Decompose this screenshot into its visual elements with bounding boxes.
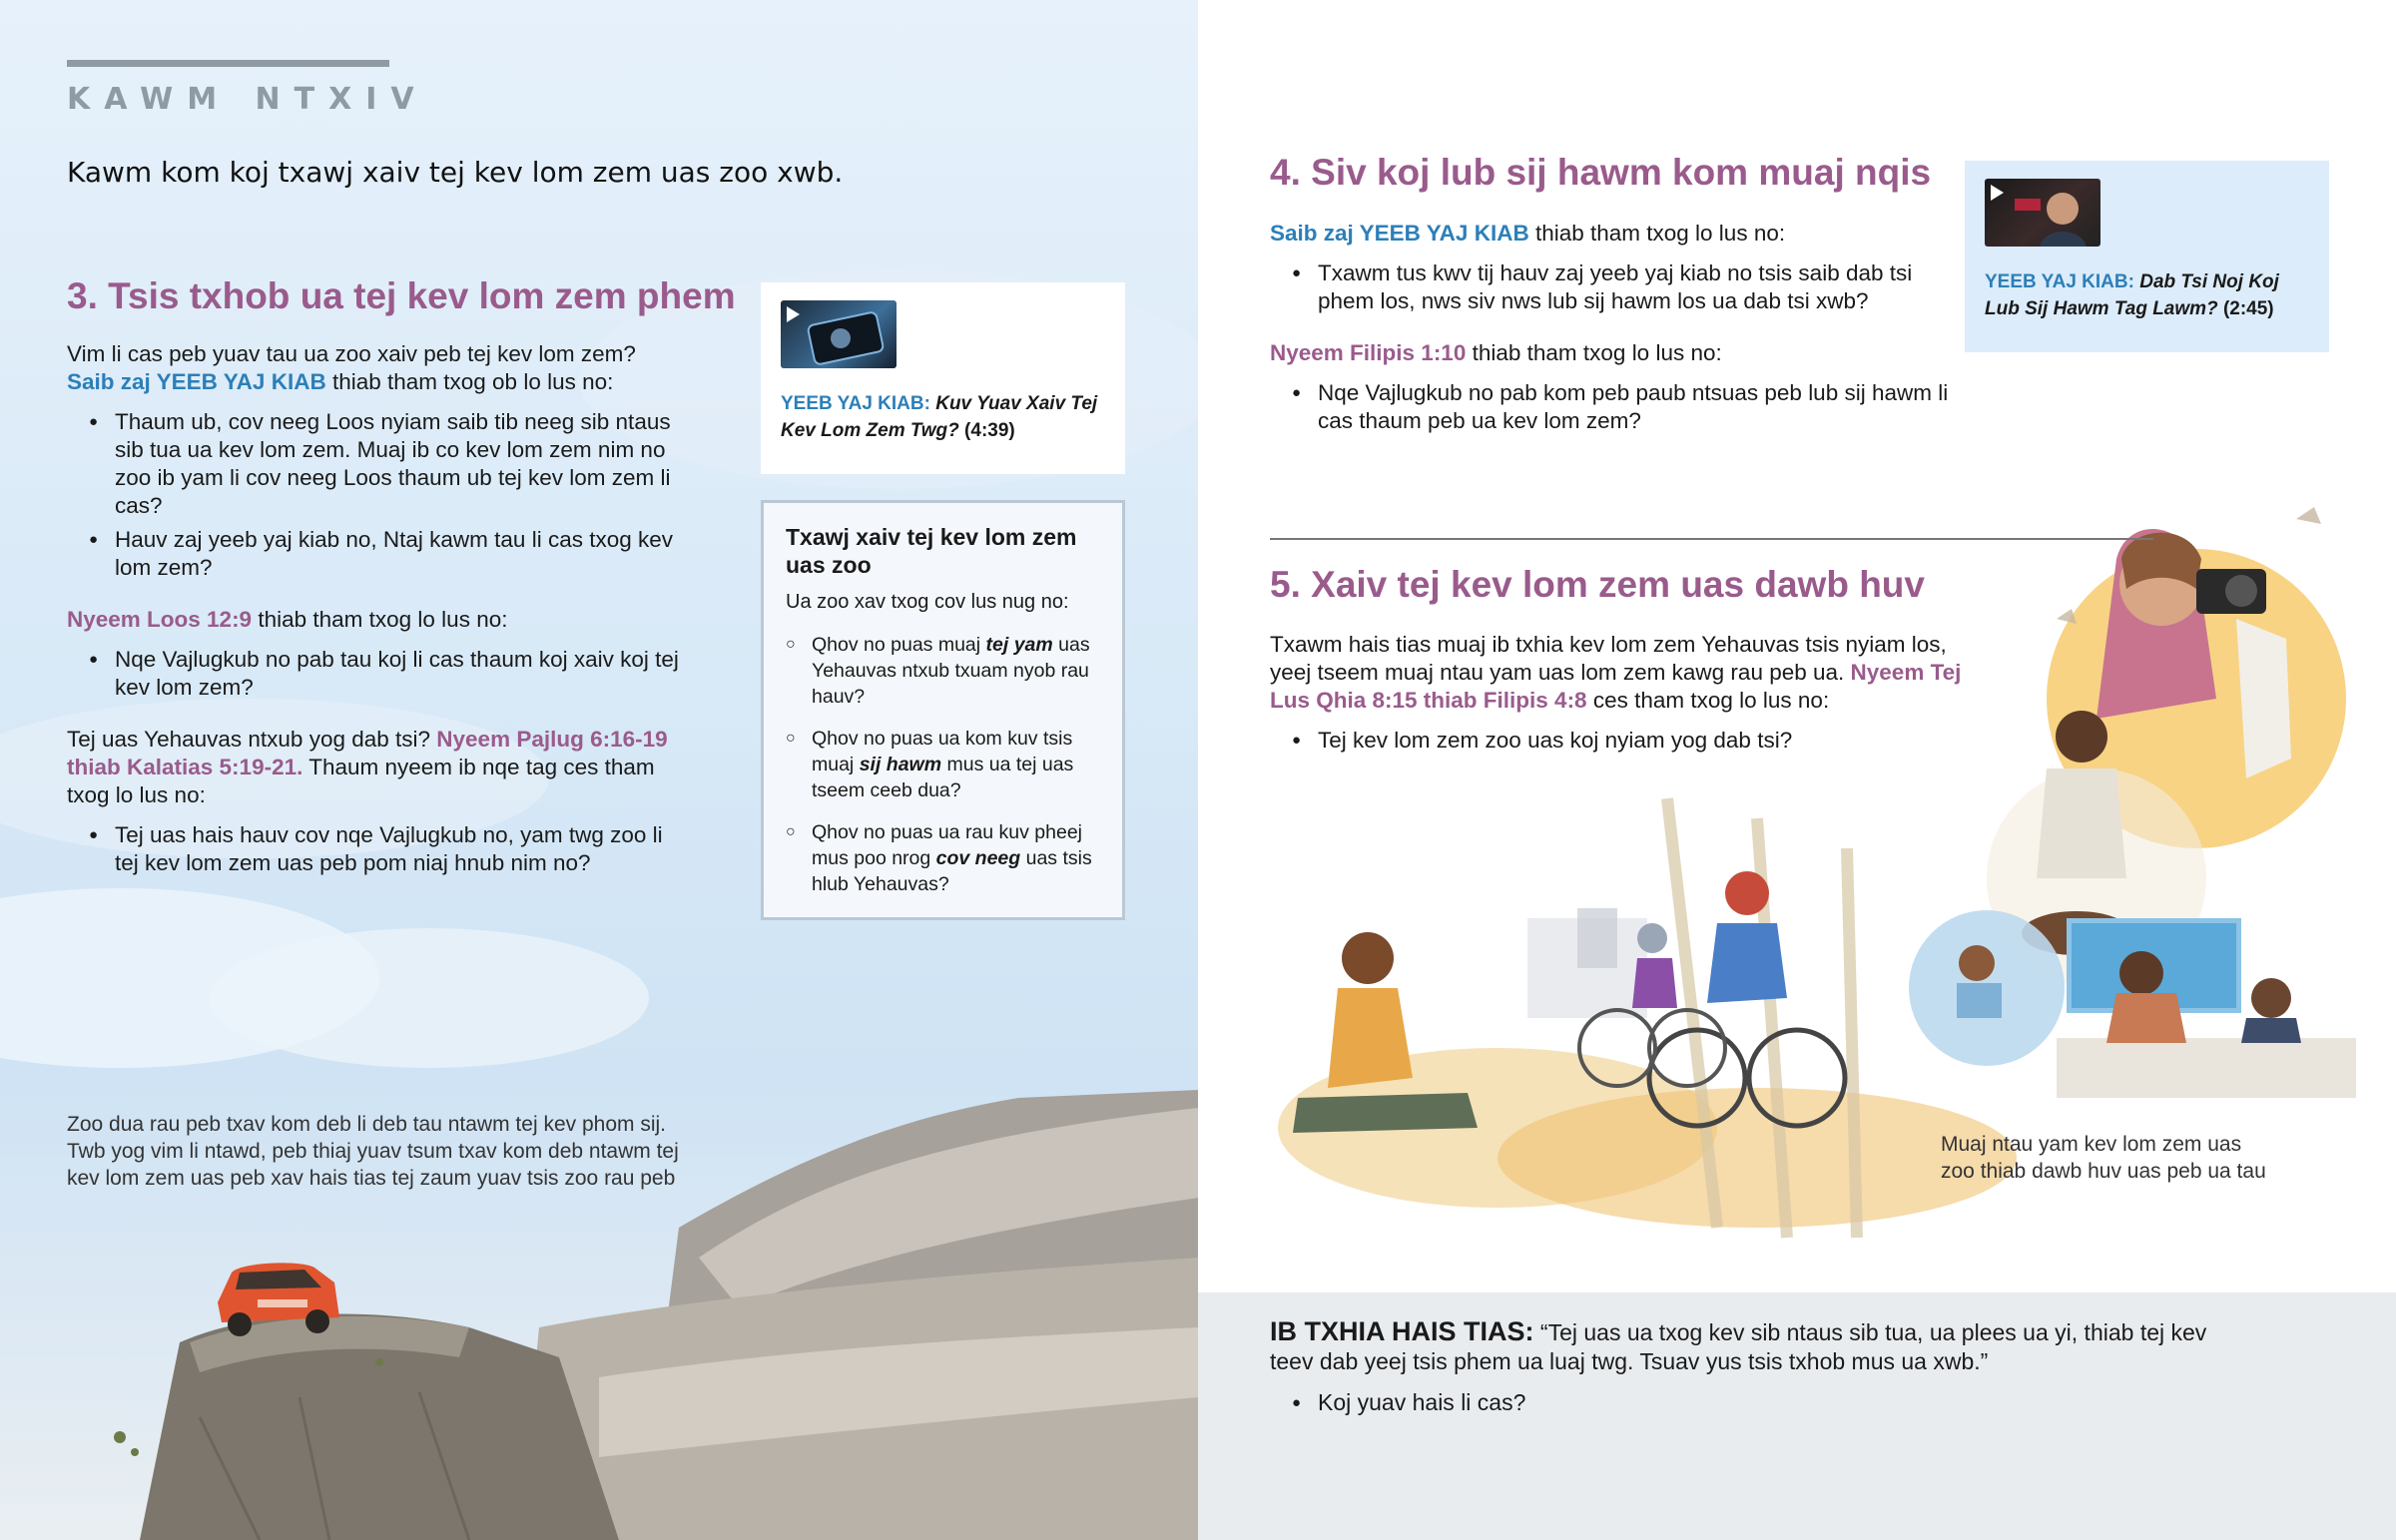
section-5-bullets-1	[1270, 727, 1969, 755]
question-item	[786, 819, 1100, 897]
video-2-label: YEEB YAJ KIAB:	[1985, 271, 2134, 292]
play-icon	[787, 306, 800, 322]
section-5-p1	[1270, 631, 1969, 715]
read-romans-link[interactable]: Nyeem Loos 12:9	[67, 607, 253, 632]
video-1-duration: (4:39)	[964, 420, 1015, 441]
list-item: ● Koj yuav hais li cas?	[1270, 1388, 2218, 1417]
section-3-heading: 3. Tsis txhob ua tej kev lom zem phem	[67, 275, 736, 316]
list-item: ● Thaum ub, cov neeg Loos nyiam saib tib neeg sib ntaus sib tua ua kev lom zem. Muaj ib co kev lom zem nim no zoo ib yam li cov neeg Loos thaum ub tej kev lom zem li cas?	[67, 408, 686, 520]
section-4-p2	[1270, 339, 1969, 367]
question-item	[786, 632, 1100, 710]
section-3-p3	[67, 726, 686, 809]
question-item	[786, 726, 1100, 803]
section-3-bullets-2	[67, 646, 686, 702]
question-emphasis: tej yam	[985, 634, 1053, 656]
question-text: uas tsis hlub Yehauvas?	[812, 847, 1092, 895]
section-3-p1	[67, 340, 686, 396]
read-philippians-link[interactable]: Nyeem Filipis 1:10	[1270, 340, 1467, 365]
section-4-p1	[1270, 220, 1969, 248]
footer-quote-text: “Tej uas ua txog kev sib ntaus sib tua, ua plees ua yi, thiab tej kev teev dab yeej tsis phem ua luaj twg. Tsuav yus tsis txhob mus ua xwb.”	[1270, 1319, 2207, 1374]
question-box-subtitle: Ua zoo xav txog cov lus nug no:	[786, 591, 1069, 613]
section-3-bullets-1	[67, 408, 686, 582]
list-item: ● Tej kev lom zem zoo uas koj nyiam yog dab tsi?	[1270, 727, 1969, 755]
section-3-p2	[67, 606, 686, 634]
right-image-caption: Muaj ntau yam kev lom zem uas zoo thiab dawb huv uas peb ua tau	[1941, 1133, 2266, 1183]
section-4-heading: 4. Siv koj lub sij hawm kom muaj nqis	[1270, 152, 1932, 193]
section-divider	[1270, 538, 2153, 540]
section-5-body	[1270, 631, 1969, 755]
footer-label: IB TXHIA HAIS TIAS:	[1270, 1316, 1534, 1346]
question-emphasis: cov neeg	[935, 847, 1021, 869]
section-3-bullets-3	[67, 821, 686, 877]
video-thumbnail[interactable]	[781, 300, 897, 368]
watch-video-link[interactable]: Saib zaj YEEB YAJ KIAB	[67, 369, 326, 394]
video-1-caption	[781, 390, 1105, 444]
right-page	[1198, 0, 2396, 1540]
list-item: ● Nqe Vajlugkub no pab tau koj li cas thaum koj xaiv koj tej kev lom zem?	[67, 646, 686, 702]
section-3-body	[67, 340, 686, 877]
lesson-intro: Kawm kom koj txawj xaiv tej kev lom zem uas zoo xwb.	[67, 156, 844, 189]
video-card-1[interactable]	[761, 282, 1125, 474]
read-ecclesiastes-philippians-link[interactable]: Nyeem Tej Lus Qhia 8:15 thiab Filipis 4:8	[1270, 660, 1962, 713]
section-3-p3-text: Tej uas Yehauvas ntxub yog dab tsi?	[67, 727, 437, 752]
section-4-p1-tail: thiab tham txog lo lus no:	[1528, 221, 1786, 246]
video-2-duration: (2:45)	[2222, 298, 2274, 319]
lesson-label: KAWM NTXIV	[67, 82, 428, 117]
read-proverbs-galatians-link[interactable]: Nyeem Pajlug 6:16-19 thiab Kalatias 5:19-21.	[67, 727, 668, 779]
video-thumbnail[interactable]	[1985, 179, 2100, 247]
list-item: ● Nqe Vajlugkub no pab kom peb paub ntsuas peb lub sij hawm li cas thaum peb ua kev lom zem?	[1270, 379, 1969, 435]
footer-bullets	[1270, 1388, 2218, 1417]
section-4-bullets-1	[1270, 259, 1969, 315]
question-box-title: Txawj xaiv tej kev lom zem uas zoo	[786, 524, 1077, 578]
section-5-heading: 5. Xaiv tej kev lom zem uas dawb huv	[1270, 564, 1925, 605]
question-emphasis: sij hawm	[859, 754, 942, 775]
question-text: Qhov no puas muaj	[812, 634, 986, 656]
question-text: mus ua tej uas tseem ceeb dua?	[812, 754, 1074, 801]
lesson-top-bar	[67, 60, 389, 67]
question-text: Qhov no puas ua kom kuv tsis muaj	[812, 728, 1073, 775]
video-1-title: Kuv Yuav Xaiv Tej Kev Lom Zem Twg?	[781, 393, 1098, 441]
list-item: ● Txawm tus kwv tij hauv zaj yeeb yaj kiab no tsis saib dab tsi phem los, nws siv nws lub sij hawm los ua dab tsi xwb?	[1270, 259, 1969, 315]
section-3-p1-text: Vim li cas peb yuav tau ua zoo xaiv peb tej kev lom zem?	[67, 341, 636, 366]
section-5-p1-tail: ces tham txog lo lus no:	[1586, 688, 1830, 713]
section-5-p1-text: Txawm hais tias muaj ib txhia kev lom zem Yehauvas tsis nyiam los, yeej tseem muaj ntau yam uas lom zem kawg rau peb ua.	[1270, 632, 1947, 685]
video-2-caption	[1985, 268, 2309, 322]
question-text: Qhov no puas ua rau kuv pheej mus poo nrog	[812, 821, 1083, 869]
left-image-caption: Zoo dua rau peb txav kom deb li deb tau ntawm tej kev phom sij. Twb yog vim li ntawd, peb thiaj yuav tsum txav kom deb ntawm tej kev lom zem uas peb xav hais tias tej zaum yuav tsis zoo rau peb	[67, 1113, 679, 1190]
watch-video-link[interactable]: Saib zaj YEEB YAJ KIAB	[1270, 221, 1529, 246]
question-list	[786, 632, 1100, 897]
list-item: ● Hauv zaj yeeb yaj kiab no, Ntaj kawm tau li cas txog kev lom zem?	[67, 526, 686, 582]
footer-quote-paragraph	[1270, 1317, 2218, 1376]
section-3-p3-tail: Thaum nyeem ib nqe tag ces tham txog lo lus no:	[67, 755, 655, 807]
section-3-p2-tail: thiab tham txog lo lus no:	[252, 607, 508, 632]
play-icon	[1991, 185, 2004, 201]
section-4-bullets-2	[1270, 379, 1969, 435]
section-4-body	[1270, 220, 1969, 435]
question-text: uas Yehauvas ntxub txuam nyob rau hauv?	[812, 634, 1090, 708]
video-2-title: Dab Tsi Noj Koj Lub Sij Hawm Tag Lawm?	[1985, 271, 2279, 319]
list-item: ● Tej uas hais hauv cov nqe Vajlugkub no, yam twg zoo li tej kev lom zem uas peb pom niaj hnub nim no?	[67, 821, 686, 877]
question-box	[761, 500, 1125, 920]
video-card-2[interactable]	[1965, 161, 2329, 352]
section-3-p1-tail: thiab tham txog ob lo lus no:	[325, 369, 614, 394]
footer-quote	[1270, 1317, 2218, 1417]
section-4-p2-tail: thiab tham txog lo lus no:	[1466, 340, 1722, 365]
video-1-label: YEEB YAJ KIAB:	[781, 393, 930, 414]
